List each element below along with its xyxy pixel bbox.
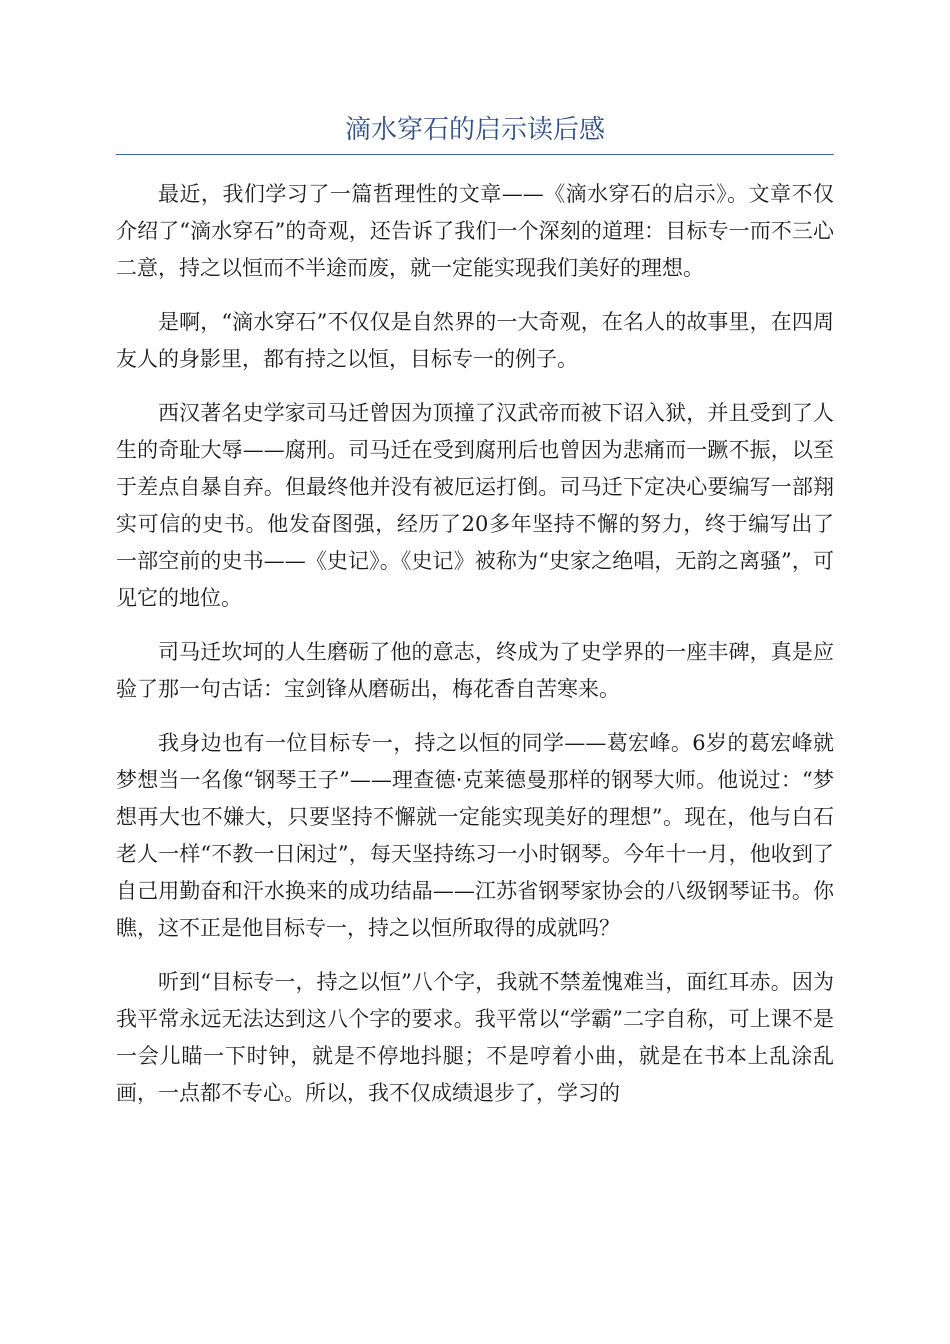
paragraph-2: 是啊，“滴水穿石”不仅仅是自然界的一大奇观，在名人的故事里，在四周友人的身影里，都有持之以恒，目标专一的例子。 (116, 310, 834, 371)
title-underline (116, 154, 834, 155)
paragraph-1: 最近，我们学习了一篇哲理性的文章——《滴水穿石的启示》。文章不仅介绍了“滴水穿石”的奇观，还告诉了我们一个深刻的道理：目标专一而不三心二意，持之以恒而不半途而废，就一定能实现我们美好的理想。 (116, 182, 834, 280)
paragraph-6: 听到“目标专一，持之以恒”八个字，我就不禁羞愧难当，面红耳赤。因为我平常永远无法达到这八个字的要求。我平常以“学霸”二字自称，可上课不是一会儿瞄一下时钟，就是不停地抖腿；不是哼着小曲，就是在书本上乱涂乱画，一点都不专心。所以，我不仅成绩退步了，学习的 (116, 970, 834, 1105)
document-title: 滴水穿石的启示读后感 (344, 115, 605, 145)
document-body (116, 176, 834, 1129)
paragraph-3: 西汉著名史学家司马迁曾因为顶撞了汉武帝而被下诏入狱，并且受到了人生的奇耻大辱——腐刑。司马迁在受到腐刑后也曾因为悲痛而一蹶不振，以至于差点自暴自弃。但最终他并没有被厄运打倒。司马迁下定决心要编写一部翔实可信的史书。他发奋图强，经历了20多年坚持不懈的努力，终于编写出了一部空前的史书——《史记》。《史记》被称为“史家之绝唱，无韵之离骚”，可见它的地位。 (116, 401, 834, 610)
paragraph-5: 我身边也有一位目标专一，持之以恒的同学——葛宏峰。6岁的葛宏峰就梦想当一名像“钢琴王子”——理查德·克莱德曼那样的钢琴大师。他说过：“梦想再大也不嫌大，只要坚持不懈就一定能实现美好的理想”。现在，他与白石老人一样“不教一日闲过”，每天坚持练习一小时钢琴。今年十一月，他收到了自己用勤奋和汗水换来的成功结晶——江苏省钢琴家协会的八级钢琴证书。你瞧，这不正是他目标专一，持之以恒所取得的成就吗？ (116, 731, 834, 940)
paragraph-4: 司马迁坎坷的人生磨砺了他的意志，终成为了史学界的一座丰碑，真是应验了那一句古话：宝剑锋从磨砺出，梅花香自苦寒来。 (116, 640, 834, 701)
